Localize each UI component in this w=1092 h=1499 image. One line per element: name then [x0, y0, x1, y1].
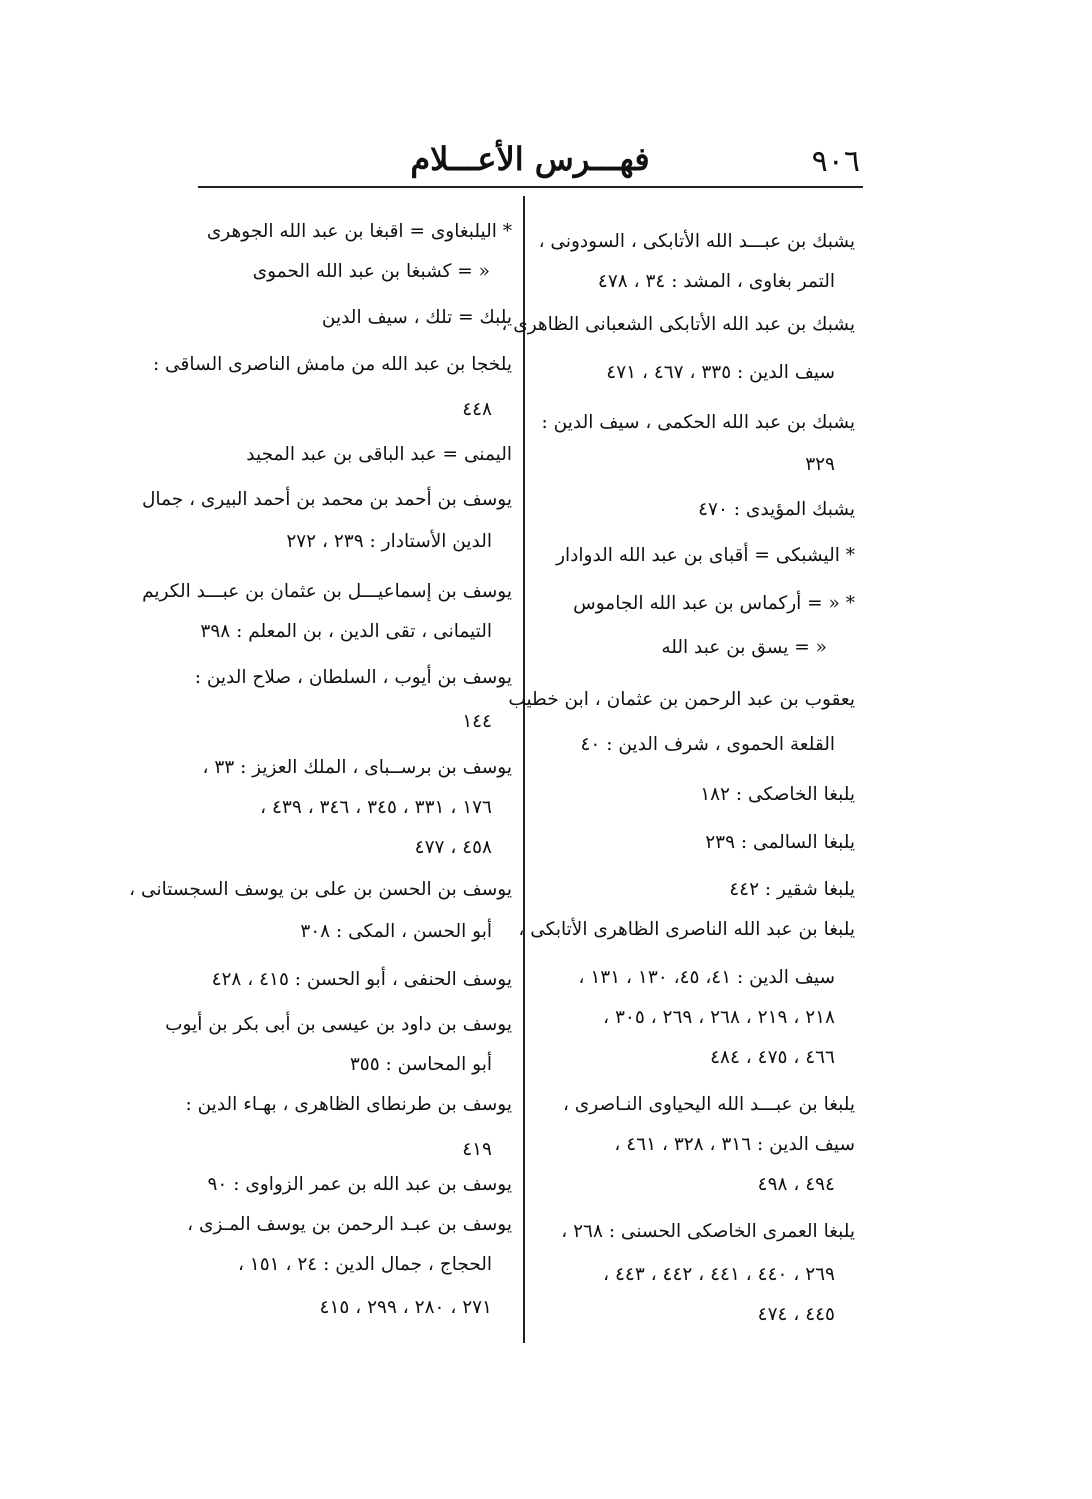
index-entry-line: ٤٤٨ [462, 399, 492, 420]
index-entry-line: يلبغا السالمى : ٢٣٩ [705, 832, 855, 853]
index-entry-line: التيمانى ، تقى الدين ، بن المعلم : ٣٩٨ [200, 621, 492, 642]
index-entry-line: ١٧٦ ، ٣٣١ ، ٣٤٥ ، ٣٤٦ ، ٤٣٩ ، [260, 797, 492, 818]
index-entry-line: ٢٦٩ ، ٤٤٠ ، ٤٤١ ، ٤٤٢ ، ٤٤٣ ، [603, 1264, 835, 1285]
index-entry-line: ٤٩٤ ، ٤٩٨ [757, 1174, 835, 1195]
running-title: فهـــرس الأعـــلام [410, 140, 650, 178]
index-entry-line: اليمنى = عبد الباقى بن عبد المجيد [246, 444, 512, 465]
index-entry-line: * اليلبغاوى = اقبغا بن عبد الله الجوهرى [206, 221, 512, 242]
index-entry-line: يلخجا بن عبد الله من مامش الناصرى الساقى : [152, 354, 512, 375]
index-entry-line: * اليشبكى = أقباى بن عبد الله الدوادار [556, 545, 855, 566]
index-entry-line: يشبك بن عبد الله الأتابكى الشعبانى الظاهرى ، [501, 314, 855, 335]
index-entry-line: ٤١٩ [462, 1139, 492, 1160]
page-header [200, 140, 860, 185]
index-entry-line: يلبغا العمرى الخاصكى الحسنى : ٢٦٨ ، [561, 1221, 855, 1242]
index-entry-line: أبو الحسن ، المكى : ٣٠٨ [300, 921, 492, 942]
index-entry-line: سيف الدين : ٣١٦ ، ٣٢٨ ، ٤٦١ ، [614, 1134, 855, 1155]
index-entry-line: يوسف بن الحسن بن على بن يوسف السجستانى ، [129, 879, 512, 900]
index-entry-line: يوسف بن إسماعيـــل بن عثمان بن عبـــد الكريم [142, 581, 512, 602]
index-entry-line: يعقوب بن عبد الرحمن بن عثمان ، ابن خطيب [508, 689, 855, 710]
index-entry-line: يلبغا بن عبد الله الناصرى الظاهرى الأتابكى ، [518, 919, 855, 940]
index-entry-line: ٤٤٥ ، ٤٧٤ [757, 1304, 835, 1325]
index-entry-line: التمر بغاوى ، المشد : ٣٤ ، ٤٧٨ [597, 271, 835, 292]
index-entry-line: يوسف الحنفى ، أبو الحسن : ٤١٥ ، ٤٢٨ [211, 969, 512, 990]
index-entry-line: يلبغا الخاصكى : ١٨٢ [700, 784, 855, 805]
index-entry-line: يشبك بن عبد الله الحكمى ، سيف الدين : [541, 412, 855, 433]
index-entry-line: يلبك = تلك ، سيف الدين [321, 307, 512, 328]
index-entry-line: سيف الدين : ٣٣٥ ، ٤٦٧ ، ٤٧١ [606, 362, 835, 383]
index-entry-line: يوسف بن عبد الله بن عمر الزواوى : ٩٠ [207, 1174, 512, 1195]
index-entry-line: يوسف بن أحمد بن محمد بن أحمد البيرى ، جمال [141, 489, 512, 510]
index-entry-line: يوسف بن عبـد الرحمن بن يوسف المـزى ، [187, 1214, 512, 1235]
index-entry-line: ٢١٨ ، ٢١٩ ، ٢٦٨ ، ٢٦٩ ، ٣٠٥ ، [603, 1007, 835, 1028]
index-entry-line: يوسف بن برســباى ، الملك العزيز : ٣٣ ، [202, 757, 512, 778]
index-entry-line: القلعة الحموى ، شرف الدين : ٤٠ [580, 734, 835, 755]
index-entry-line: ١٤٤ [462, 711, 492, 732]
index-entry-line: ٣٢٩ [805, 454, 835, 475]
index-entry-line: الدين الأستادار : ٢٣٩ ، ٢٧٢ [286, 531, 492, 552]
index-entry-line: أبو المحاسن : ٣٥٥ [349, 1054, 492, 1075]
index-entry-line: يوسف بن طرنطاى الظاهرى ، بهـاء الدين : [185, 1094, 512, 1115]
index-entry-line: يوسف بن أيوب ، السلطان ، صلاح الدين : [194, 667, 512, 688]
index-entry-line: الحجاج ، جمال الدين : ٢٤ ، ١٥١ ، [237, 1254, 492, 1275]
header-rule [198, 186, 863, 188]
index-entry-line: ٢٧١ ، ٢٨٠ ، ٢٩٩ ، ٤١٥ [319, 1297, 492, 1318]
index-entry-line: ٤٦٦ ، ٤٧٥ ، ٤٨٤ [710, 1047, 835, 1068]
index-entry-line: سيف الدين : ٤١، ٤٥، ١٣٠ ، ١٣١ ، [578, 967, 835, 988]
index-entry-line: يشبك بن عبـــد الله الأتابكى ، السودونى ، [538, 231, 855, 252]
index-entry-line: يلبغا شقير : ٤٤٢ [729, 879, 855, 900]
index-entry-line: « = يسق بن عبد الله [661, 637, 827, 658]
column-divider [523, 196, 525, 1343]
page-number: ٩٠٦ [811, 144, 860, 179]
index-entry-line: * « = أركماس بن عبد الله الجاموس [573, 593, 855, 614]
index-entry-line: يشبك المؤيدى : ٤٧٠ [698, 499, 855, 520]
index-entry-line: يوسف بن داود بن عيسى بن أبى بكر بن أيوب [165, 1014, 512, 1035]
index-entry-line: ٤٥٨ ، ٤٧٧ [414, 837, 492, 858]
index-entry-line: يلبغا بن عبـــد الله اليحياوى النـاصرى ، [562, 1094, 855, 1115]
index-entry-line: « = كشبغا بن عبد الله الحموى [252, 261, 490, 282]
